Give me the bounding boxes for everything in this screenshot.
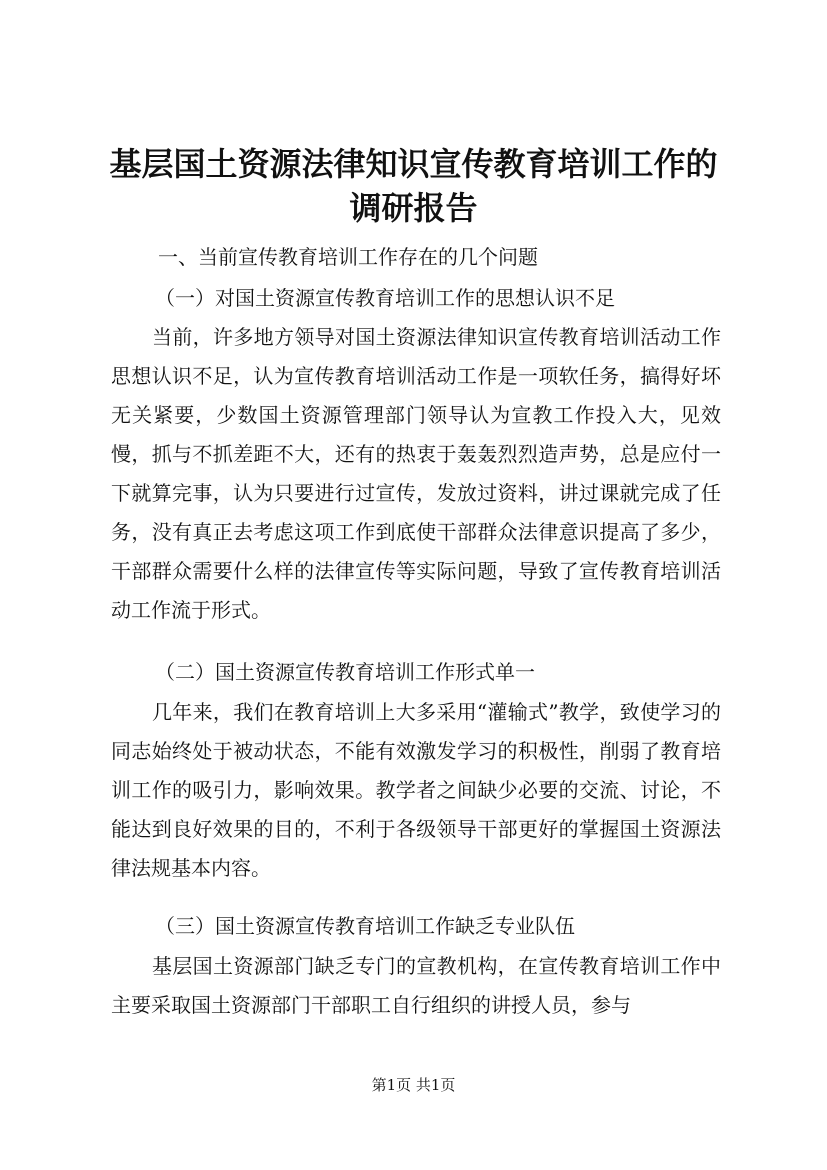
paragraph-3: 基层国土资源部门缺乏专门的宣教机构，在宣传教育培训工作中主要采取国土资源部门干部职工自行组织的讲授人员，参与: [111, 954, 721, 1017]
subsection-heading-3: （三）国土资源宣传教育培训工作缺乏专业队伍: [155, 914, 575, 938]
page-number-footer: 第1页 共1页: [371, 1076, 456, 1094]
subsection-heading-2: （二）国土资源宣传教育培训工作形式单一: [155, 660, 535, 684]
paragraph-1: 当前，许多地方领导对国土资源法律知识宣传教育培训活动工作思想认识不足，认为宣传教育培训活动工作是一项软任务，搞得好坏无关紧要，少数国土资源管理部门领导认为宣教工作投入大，见效慢，抓与不抓差距不大，还有的热衷于轰轰烈烈造声势，总是应付一下就算完事，认为只要进行过宣传，发放过资料，讲过课就完成了任务，没有真正去考虑这项工作到底使干部群众法律意识提高了多少，干部群众需要什么样的法律宣传等实际问题，导致了宣传教育培训活动工作流于形式。: [111, 325, 721, 622]
subsection-heading-1: （一）对国土资源宣传教育培训工作的思想认识不足: [155, 286, 615, 310]
paragraph-2: 几年来，我们在教育培训上大多采用“灌输式”教学，致使学习的同志始终处于被动状态，不能有效激发学习的积极性，削弱了教育培训工作的吸引力，影响效果。教学者之间缺少必要的交流、讨论，不能达到良好效果的目的，不利于各级领导干部更好的掌握国土资源法律法规基本内容。: [111, 700, 721, 880]
document-title: 基层国土资源法律知识宣传教育培训工作的调研报告: [109, 145, 718, 227]
section-heading-1: 一、当前宣传教育培训工作存在的几个问题: [158, 245, 538, 269]
